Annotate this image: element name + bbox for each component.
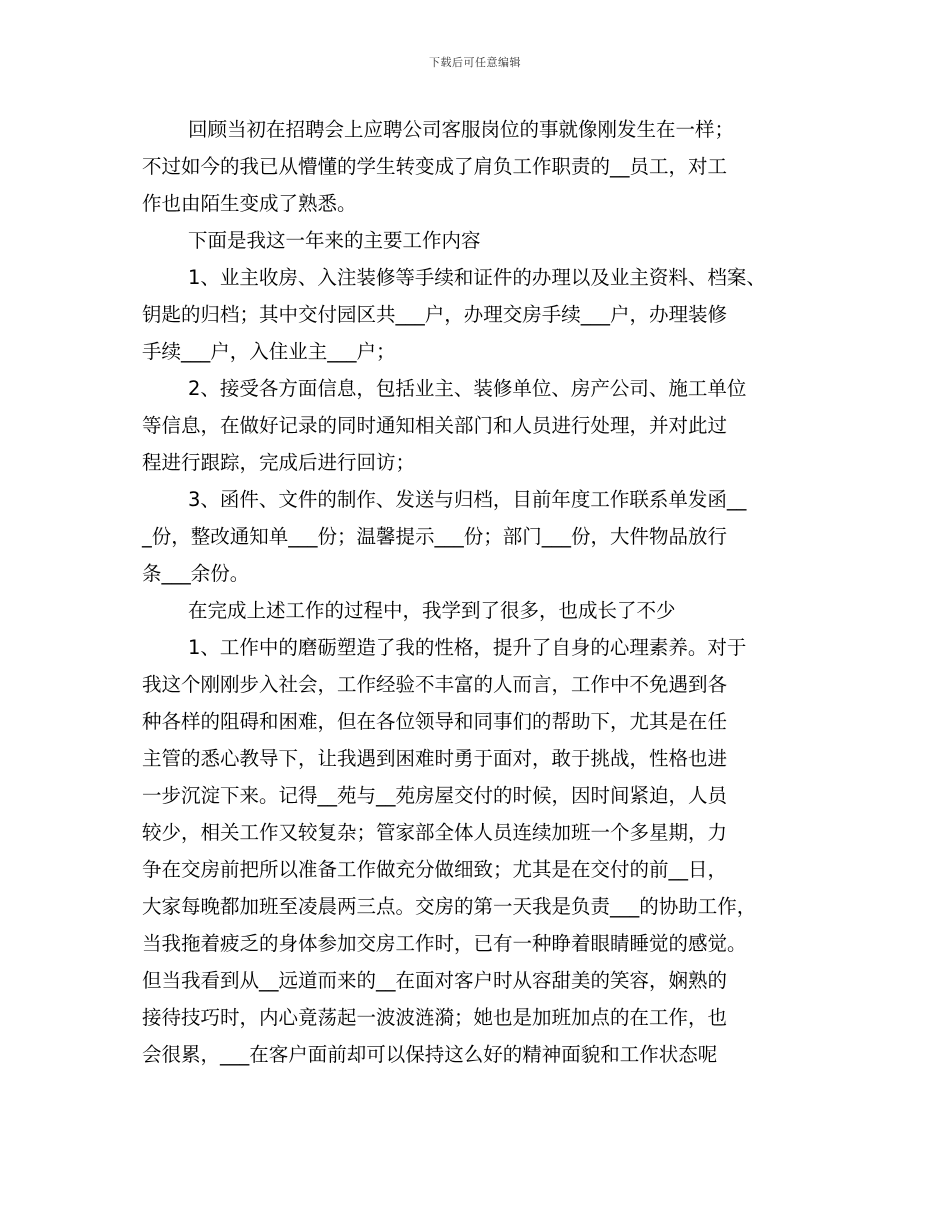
paragraph-line: 手续___户，入住业主___户； bbox=[142, 340, 396, 363]
paragraph-line: 会很累，___在客户面前却可以保持这么好的精神面貌和工作状态呢 bbox=[142, 1043, 718, 1066]
paragraph-line: 种各样的阻碍和困难，但在各位领导和同事们的帮助下，尤其是在任 bbox=[142, 710, 728, 733]
paragraph-line: 不过如今的我已从懵懂的学生转变成了肩负工作职责的__员工，对工 bbox=[142, 155, 728, 178]
paragraph-line: 主管的悉心教导下，让我遇到困难时勇于面对，敢于挑战，性格也进 bbox=[142, 747, 728, 770]
paragraph-line: 2、接受各方面信息，包括业主、装修单位、房产公司、施工单位 bbox=[188, 377, 747, 400]
paragraph-line: 3、函件、文件的制作、发送与归档，目前年度工作联系单发函__ bbox=[188, 488, 747, 511]
paragraph-line: 1、业主收房、入注装修等手续和证件的办理以及业主资料、档案、 bbox=[188, 266, 766, 289]
paragraph-line: 较少，相关工作又较复杂；管家部全体人员连续加班一个多星期，力 bbox=[142, 821, 728, 844]
paragraph-line: 回顾当初在招聘会上应聘公司客服岗位的事就像刚发生在一样； bbox=[188, 118, 735, 141]
paragraph-line: 程进行跟踪，完成后进行回访； bbox=[142, 451, 416, 474]
paragraph-line: 当我拖着疲乏的身体参加交房工作时，已有一种睁着眼睛睡觉的感觉。 bbox=[142, 932, 747, 955]
paragraph-line: 下面是我这一年来的主要工作内容 bbox=[188, 229, 481, 252]
paragraph-line: 一步沉淀下来。记得__苑与__苑房屋交付的时候，因时间紧迫，人员 bbox=[142, 784, 728, 807]
paragraph-line: 但当我看到从__远道而来的__在面对客户时从容甜美的笑容，娴熟的 bbox=[142, 969, 728, 992]
paragraph-line: 等信息，在做好记录的同时通知相关部门和人员进行处理，并对此过 bbox=[142, 414, 728, 437]
paragraph-line: 争在交房前把所以准备工作做充分做细致；尤其是在交付的前__日， bbox=[142, 858, 728, 881]
paragraph-line: 接待技巧时，内心竟荡起一波波涟漪；她也是加班加点的在工作，也 bbox=[142, 1006, 728, 1029]
paragraph-line: 我这个刚刚步入社会，工作经验不丰富的人而言，工作中不免遇到各 bbox=[142, 673, 728, 696]
paragraph-line: 1、工作中的磨砺塑造了我的性格，提升了自身的心理素养。对于 bbox=[188, 636, 747, 659]
paragraph-line: 作也由陌生变成了熟悉。 bbox=[142, 192, 357, 215]
paragraph-line: 条___余份。 bbox=[142, 562, 250, 585]
paragraph-line: 在完成上述工作的过程中，我学到了很多，也成长了不少 bbox=[188, 599, 676, 622]
paragraph-line: 钥匙的归档；其中交付园区共___户，办理交房手续___户，办理装修 bbox=[142, 303, 728, 326]
page-header: 下载后可任意编辑 bbox=[429, 56, 521, 69]
paragraph-line: 大家每晚都加班至凌晨两三点。交房的第一天我是负责___的协助工作， bbox=[142, 895, 757, 918]
paragraph-line: _份，整改通知单___份；温馨提示___份；部门___份，大件物品放行 bbox=[142, 525, 728, 548]
